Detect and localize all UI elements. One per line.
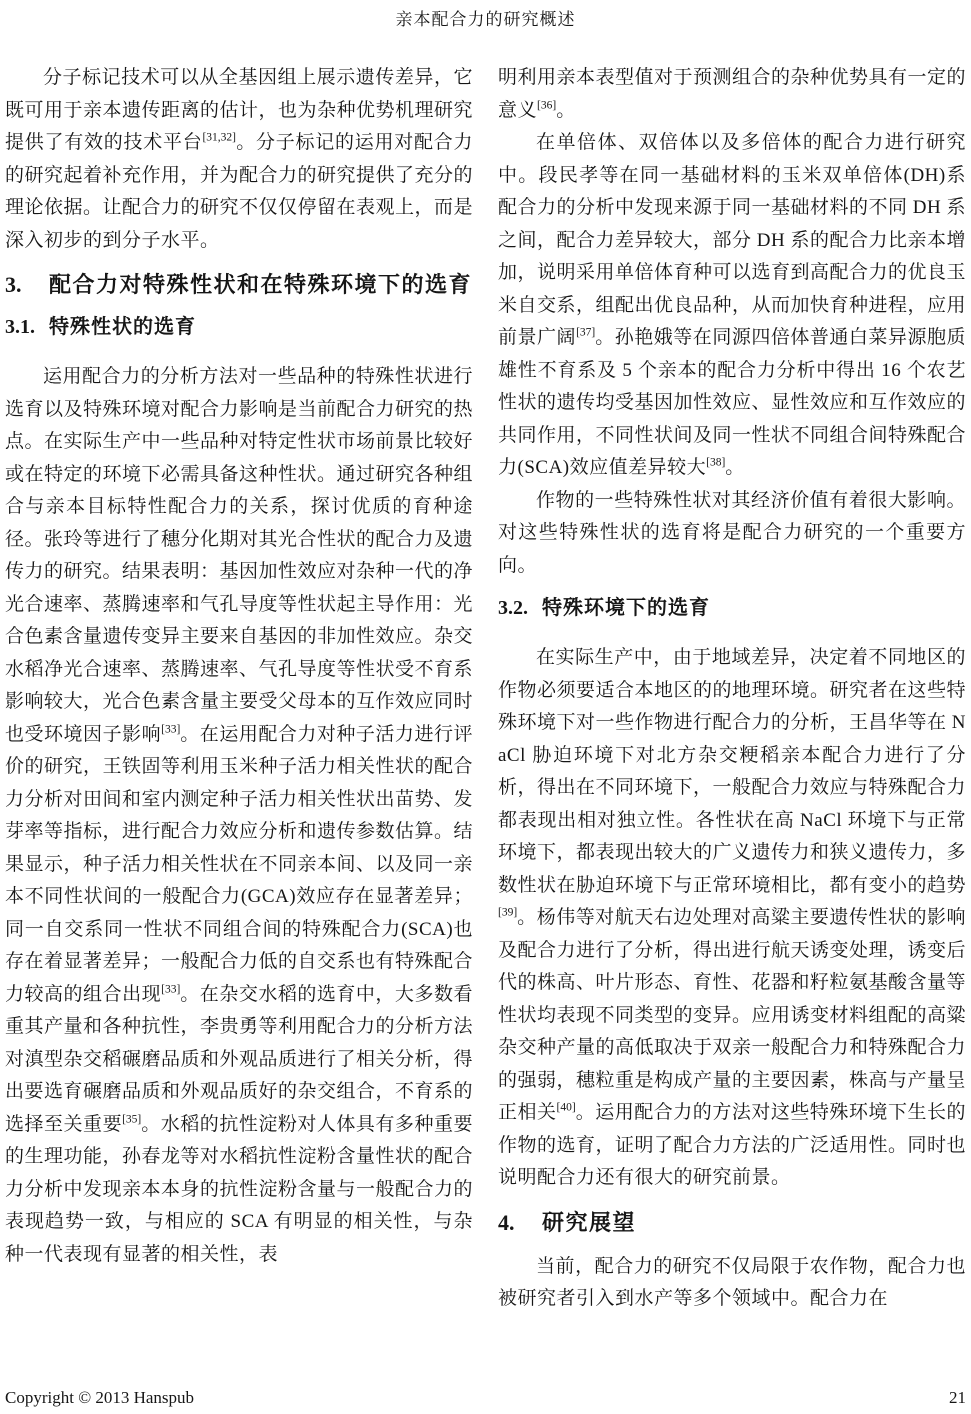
- paragraph-special-traits: 运用配合力的分析方法对一些品种的特殊性状进行选育以及特殊环境对配合力影响是当前配合力研究的热点。在实际生产中一些品种对特定性状市场前景比较好或在特定的环境下必需具备这种性状。通过研究各种组合与亲本目标特性配合力的关系，探讨优质的育种途径。张玲等进行了穗分化期对其光合性状的配合力及遗传力的研究。结果表明：基因加性效应对杂种一代的净光合速率、蒸腾速率和气孔导度等性状起主导作用：光合色素含量遗传变异主要来自基因的非加性效应。杂交水稻净光合速率、蒸腾速率、气孔导度等性状受不育系影响较大，光合色素含量主要受父母本的互作效应同时也受环境因子影响[33]。在运用配合力对种子活力进行评价的研究，王铁固等利用玉米种子活力相关性状的配合力分析对田间和室内测定种子活力相关性状出苗势、发芽率等指标，进行配合力效应分析和遗传参数估算。结果显示，种子活力相关性状在不同亲本间、以及同一亲本不同性状间的一般配合力(GCA)效应存在显著差异；同一自交系同一性状不同组合间的特殊配合力(SCA)也存在着显著差异；一般配合力低的自交系也有特殊配合力较高的组合出现[33]。在杂交水稻的选育中，大多数看重其产量和各种抗性，李贵勇等利用配合力的分析方法对滇型杂交稻碾磨品质和外观品质进行了相关分析，得出要选育碾磨品质和外观品质好的杂交组合，不育系的选择至关重要[35]。水稻的抗性淀粉对人体具有多种重要的生理功能，孙春龙等对水稻抗性淀粉含量性状的配合力分析中发现亲本本身的抗性淀粉含量与一般配合力的表现趋势一致，与相应的 SCA 有明显的相关性，与杂种一代表现有显著的相关性，表: [5, 366, 474, 1265]
- page-title: 亲本配合力的研究概述: [395, 10, 576, 29]
- section-4-heading: [498, 1207, 966, 1239]
- section-3-2-title: 特殊环境下的选育: [542, 597, 710, 619]
- citation-ref: [31,32]: [202, 131, 237, 144]
- section-3-number: 3.: [5, 272, 22, 297]
- citation-ref: [38]: [706, 456, 726, 469]
- paragraph-special-environments: 在实际生产中，由于地域差异，决定着不同地区的作物必须要适合本地区的的地理环境。研究者在这些特殊环境下对一些作物进行配合力的分析，王昌华等在 NaCl 胁迫环境下对北方杂交粳稻亲本配合力进行了分析，得出在不同环境下，一般配合力效应与特殊配合力都表现出相对独立性。各性状在高 NaCl 环境下与正常环境下，都表现出较大的广义遗传力和狭义遗传力，多数性状在胁迫环境下与正常环境相比，都有变小的趋势[39]。杨伟等对航天右边处理对高粱主要遗传性状的影响及配合力进行了分析，得出进行航天诱变处理，诱变后代的株高、叶片形态、育性、花器和籽粒氨基酸含量等性状均表现不同类型的变异。应用诱变材料组配的高粱杂交种产量的高低取决于双亲一般配合力和特殊配合力的强弱，穗粒重是构成产量的主要因素，株高与产量呈正相关[40]。运用配合力的方法对这些特殊环境下生长的作物的选育，证明了配合力方法的广泛适用性。同时也说明配合力还有很大的研究前景。: [498, 647, 967, 1188]
- paragraph-economic-value: 作物的一些特殊性状对其经济价值有着很大影响。对这些特殊性状的选育将是配合力研究的一个重要方向。: [498, 489, 966, 576]
- citation-ref: [40]: [556, 1101, 576, 1114]
- section-3-1-number: 3.1.: [5, 316, 35, 338]
- page-footer: [5, 1388, 966, 1408]
- section-3-1-heading: [5, 313, 473, 341]
- section-4-title: 研究展望: [542, 1209, 637, 1235]
- citation-ref: [33]: [161, 723, 181, 736]
- section-3-1-title: 特殊性状的选育: [49, 316, 196, 338]
- citation-ref: [37]: [576, 326, 596, 339]
- paragraph-research-outlook: 当前，配合力的研究不仅局限于农作物，配合力也被研究者引入到水产等多个领域中。配合力在: [498, 1255, 966, 1309]
- paragraph-molecular-markers: 分子标记技术可以从全基因组上展示遗传差异，它既可用于亲本遗传距离的估计，也为杂种优势机理研究提供了有效的技术平台[31,32]。分子标记的运用对配合力的研究起着补充作用，并为配合力的研究提供了充分的理论依据。让配合力的研究不仅仅停留在表观上，而是深入初步的到分子水平。: [5, 67, 474, 251]
- citation-ref: [33]: [161, 983, 181, 996]
- page-number: 21: [949, 1388, 966, 1407]
- section-3-heading: [5, 269, 473, 301]
- left-column: [5, 62, 473, 1271]
- section-4-number: 4.: [498, 1209, 515, 1235]
- right-column: [498, 62, 966, 1316]
- two-column-layout: [5, 62, 966, 1316]
- section-3-2-heading: [498, 594, 966, 622]
- citation-ref: [36]: [537, 99, 557, 112]
- section-3-2-number: 3.2.: [498, 597, 528, 619]
- paragraph-continuation: 明利用亲本表型值对于预测组合的杂种优势具有一定的意义[36]。: [498, 67, 967, 121]
- paragraph-ploidy-research: 在单倍体、双倍体以及多倍体的配合力进行研究中。段民孝等在同一基础材料的玉米双单倍体(DH)系配合力的分析中发现来源于同一基础材料的不同 DH 系之间，配合力差异较大，部分 DH 系的配合力比亲本增加，说明采用单倍体育种可以选育到高配合力的优良玉米自交系，组配出优良品种，从而加快育种进程，应用前景广阔[37]。孙艳娥等在同源四倍体普通白菜异源胞质雄性不育系及 5 个亲本的配合力分析中得出 16 个农艺性状的遗传均受基因加性效应、显性效应和互作效应的共同作用，不同性状间及同一性状不同组合间特殊配合力(SCA)效应值差异较大[38]。: [498, 132, 967, 478]
- citation-ref: [35]: [122, 1113, 142, 1126]
- section-3-title: 配合力对特殊性状和在特殊环境下的选育: [49, 272, 473, 297]
- copyright-text: Copyright © 2013 Hanspub: [5, 1388, 195, 1407]
- citation-ref: [39]: [498, 906, 518, 919]
